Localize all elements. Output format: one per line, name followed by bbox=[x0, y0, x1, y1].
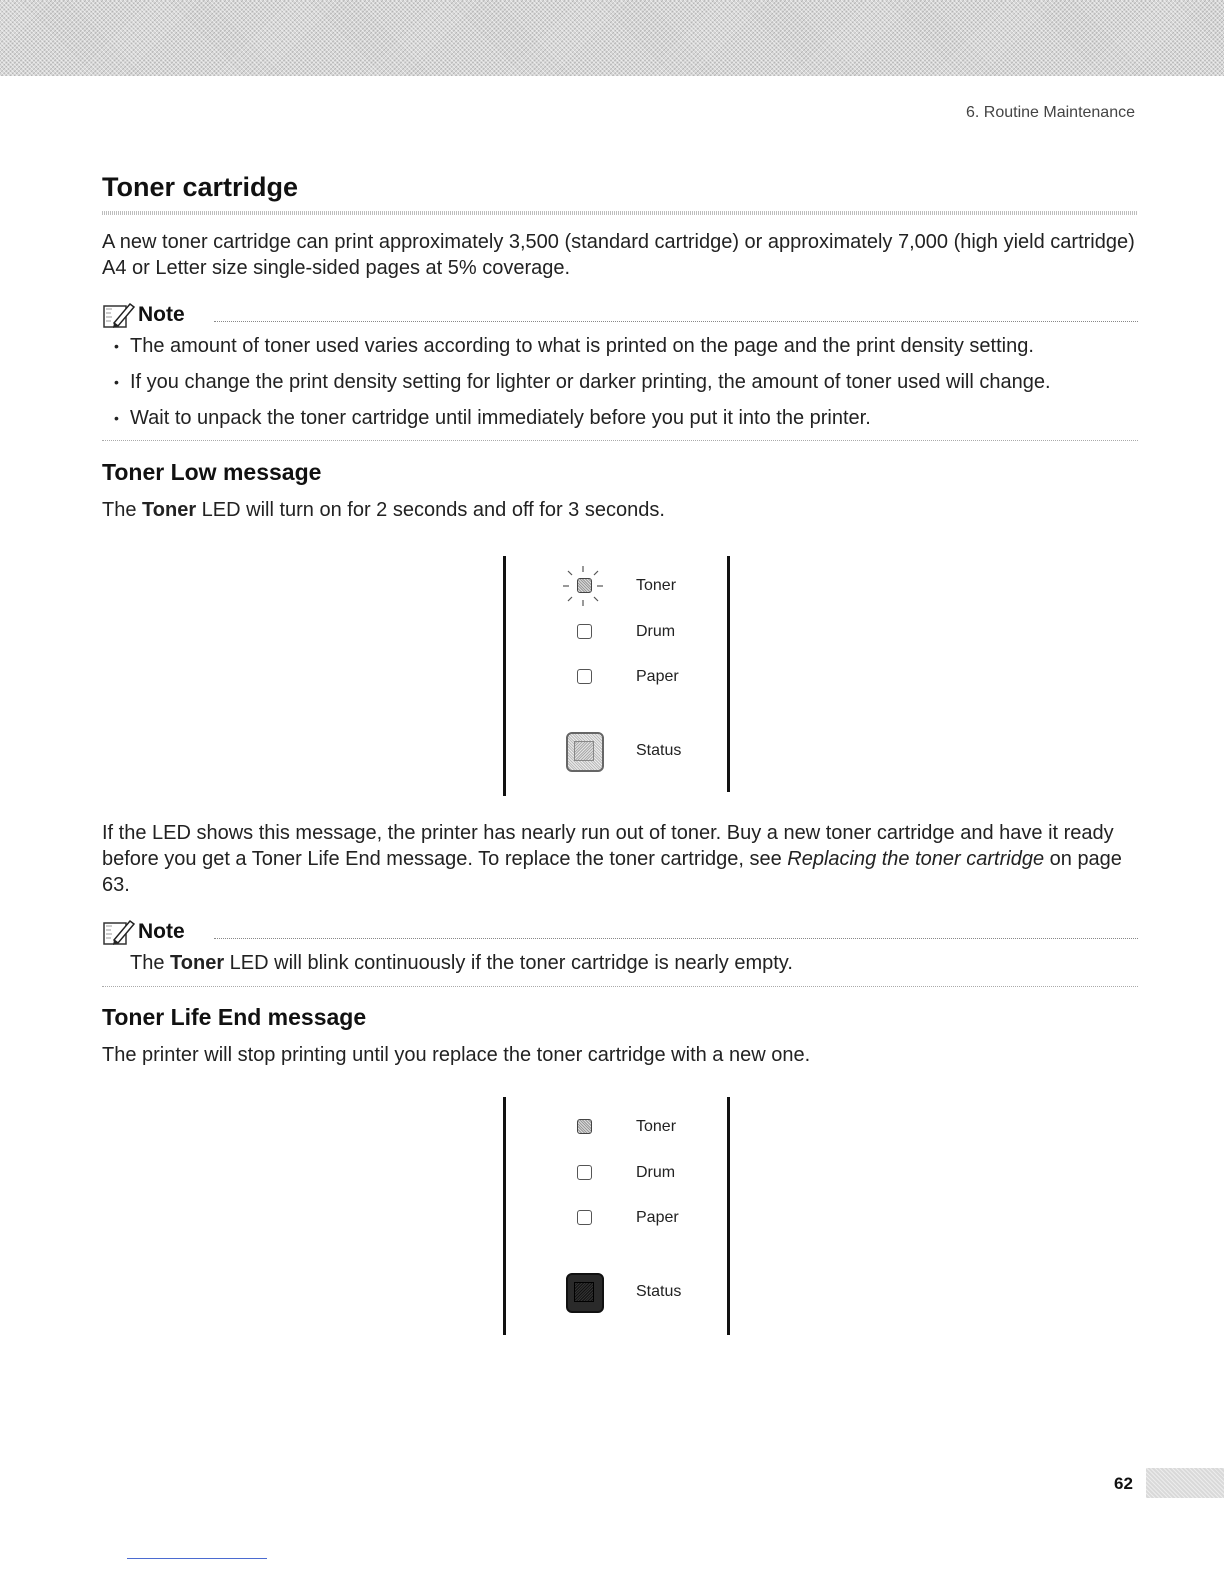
led-panel-toner-end bbox=[503, 1097, 729, 1335]
note-divider bbox=[214, 938, 1138, 940]
page-tab bbox=[1146, 1468, 1224, 1498]
note-heading bbox=[102, 917, 185, 947]
led-label: Drum bbox=[636, 1164, 676, 1181]
toner-led-on bbox=[577, 1119, 592, 1134]
text: on page 63. bbox=[102, 848, 1122, 896]
led-label: Toner bbox=[636, 577, 677, 594]
toner-low-description bbox=[102, 497, 665, 523]
text: The bbox=[130, 952, 171, 974]
led-row-paper bbox=[503, 665, 729, 695]
note-end-rule bbox=[102, 986, 1138, 988]
toner-low-explanation bbox=[102, 820, 1142, 898]
title-rule bbox=[102, 211, 1138, 215]
toner-low-heading: Toner Low message bbox=[102, 459, 322, 485]
drum-led-off bbox=[577, 624, 592, 639]
intro-paragraph: A new toner cartridge can print approximately 3,500 (standard cartridge) or approximately 7,000 (high yield cartridge) A4 or Letter size single-sided pages at 5% coverage. bbox=[102, 231, 1135, 279]
drum-led-off bbox=[577, 1165, 592, 1180]
list-item: • Wait to unpack the toner cartridge until immediately before you put it into the printer. bbox=[110, 406, 1150, 442]
note-label: Note bbox=[138, 920, 185, 943]
header-band bbox=[0, 0, 1224, 76]
list-item: • If you change the print density setting for lighter or darker printing, the amount of toner used will change. bbox=[110, 370, 1150, 406]
led-row-drum bbox=[503, 1161, 729, 1191]
page-number: 62 bbox=[1114, 1474, 1133, 1493]
paper-led-off bbox=[577, 1210, 592, 1225]
text: The bbox=[102, 499, 143, 521]
led-label: Paper bbox=[636, 668, 679, 685]
paper-led-off bbox=[577, 669, 592, 684]
led-row-status bbox=[503, 1273, 729, 1313]
note-list bbox=[110, 334, 1150, 442]
led-label: Status bbox=[636, 742, 682, 759]
led-row-drum bbox=[503, 620, 729, 650]
note-end-rule bbox=[102, 440, 1138, 442]
led-row-paper bbox=[503, 1206, 729, 1236]
led-label: Status bbox=[636, 1283, 682, 1300]
led-label: Drum bbox=[636, 623, 676, 640]
toner-end-heading: Toner Life End message bbox=[102, 1004, 367, 1030]
note-text bbox=[130, 950, 793, 976]
text: If the LED shows this message, the printer has nearly run out of toner. Buy a new toner cartridge and have it ready before you get a Toner Life End message. To replace the toner cartridge, see bbox=[102, 822, 1114, 870]
note-heading bbox=[102, 300, 185, 330]
status-led-icon bbox=[566, 1273, 604, 1313]
toner-term: Toner bbox=[170, 952, 225, 974]
list-item: • The amount of toner used varies according to what is printed on the page and the print density setting. bbox=[110, 334, 1150, 370]
note-divider bbox=[214, 321, 1138, 323]
cross-reference: Replacing the toner cartridge bbox=[787, 848, 1045, 870]
text: LED will blink continuously if the toner cartridge is nearly empty. bbox=[224, 952, 793, 974]
led-label: Toner bbox=[636, 1118, 677, 1135]
section-title: Toner cartridge bbox=[102, 172, 299, 202]
toner-term: Toner bbox=[142, 499, 197, 521]
led-panel-toner-low bbox=[503, 556, 729, 796]
toner-led-on bbox=[577, 578, 592, 593]
status-led-icon bbox=[566, 732, 604, 772]
note-pencil-icon bbox=[102, 301, 136, 329]
chapter-title: 6. Routine Maintenance bbox=[966, 104, 1135, 121]
led-row-status bbox=[503, 732, 729, 772]
led-label: Paper bbox=[636, 1209, 679, 1226]
led-row-toner bbox=[503, 1115, 729, 1145]
note-label: Note bbox=[138, 303, 185, 326]
footer-line bbox=[127, 1558, 267, 1559]
text: LED will turn on for 2 seconds and off for 3 seconds. bbox=[196, 499, 665, 521]
led-row-toner bbox=[503, 574, 729, 604]
note-pencil-icon bbox=[102, 918, 136, 946]
toner-end-description: The printer will stop printing until you replace the toner cartridge with a new one. bbox=[102, 1044, 811, 1066]
